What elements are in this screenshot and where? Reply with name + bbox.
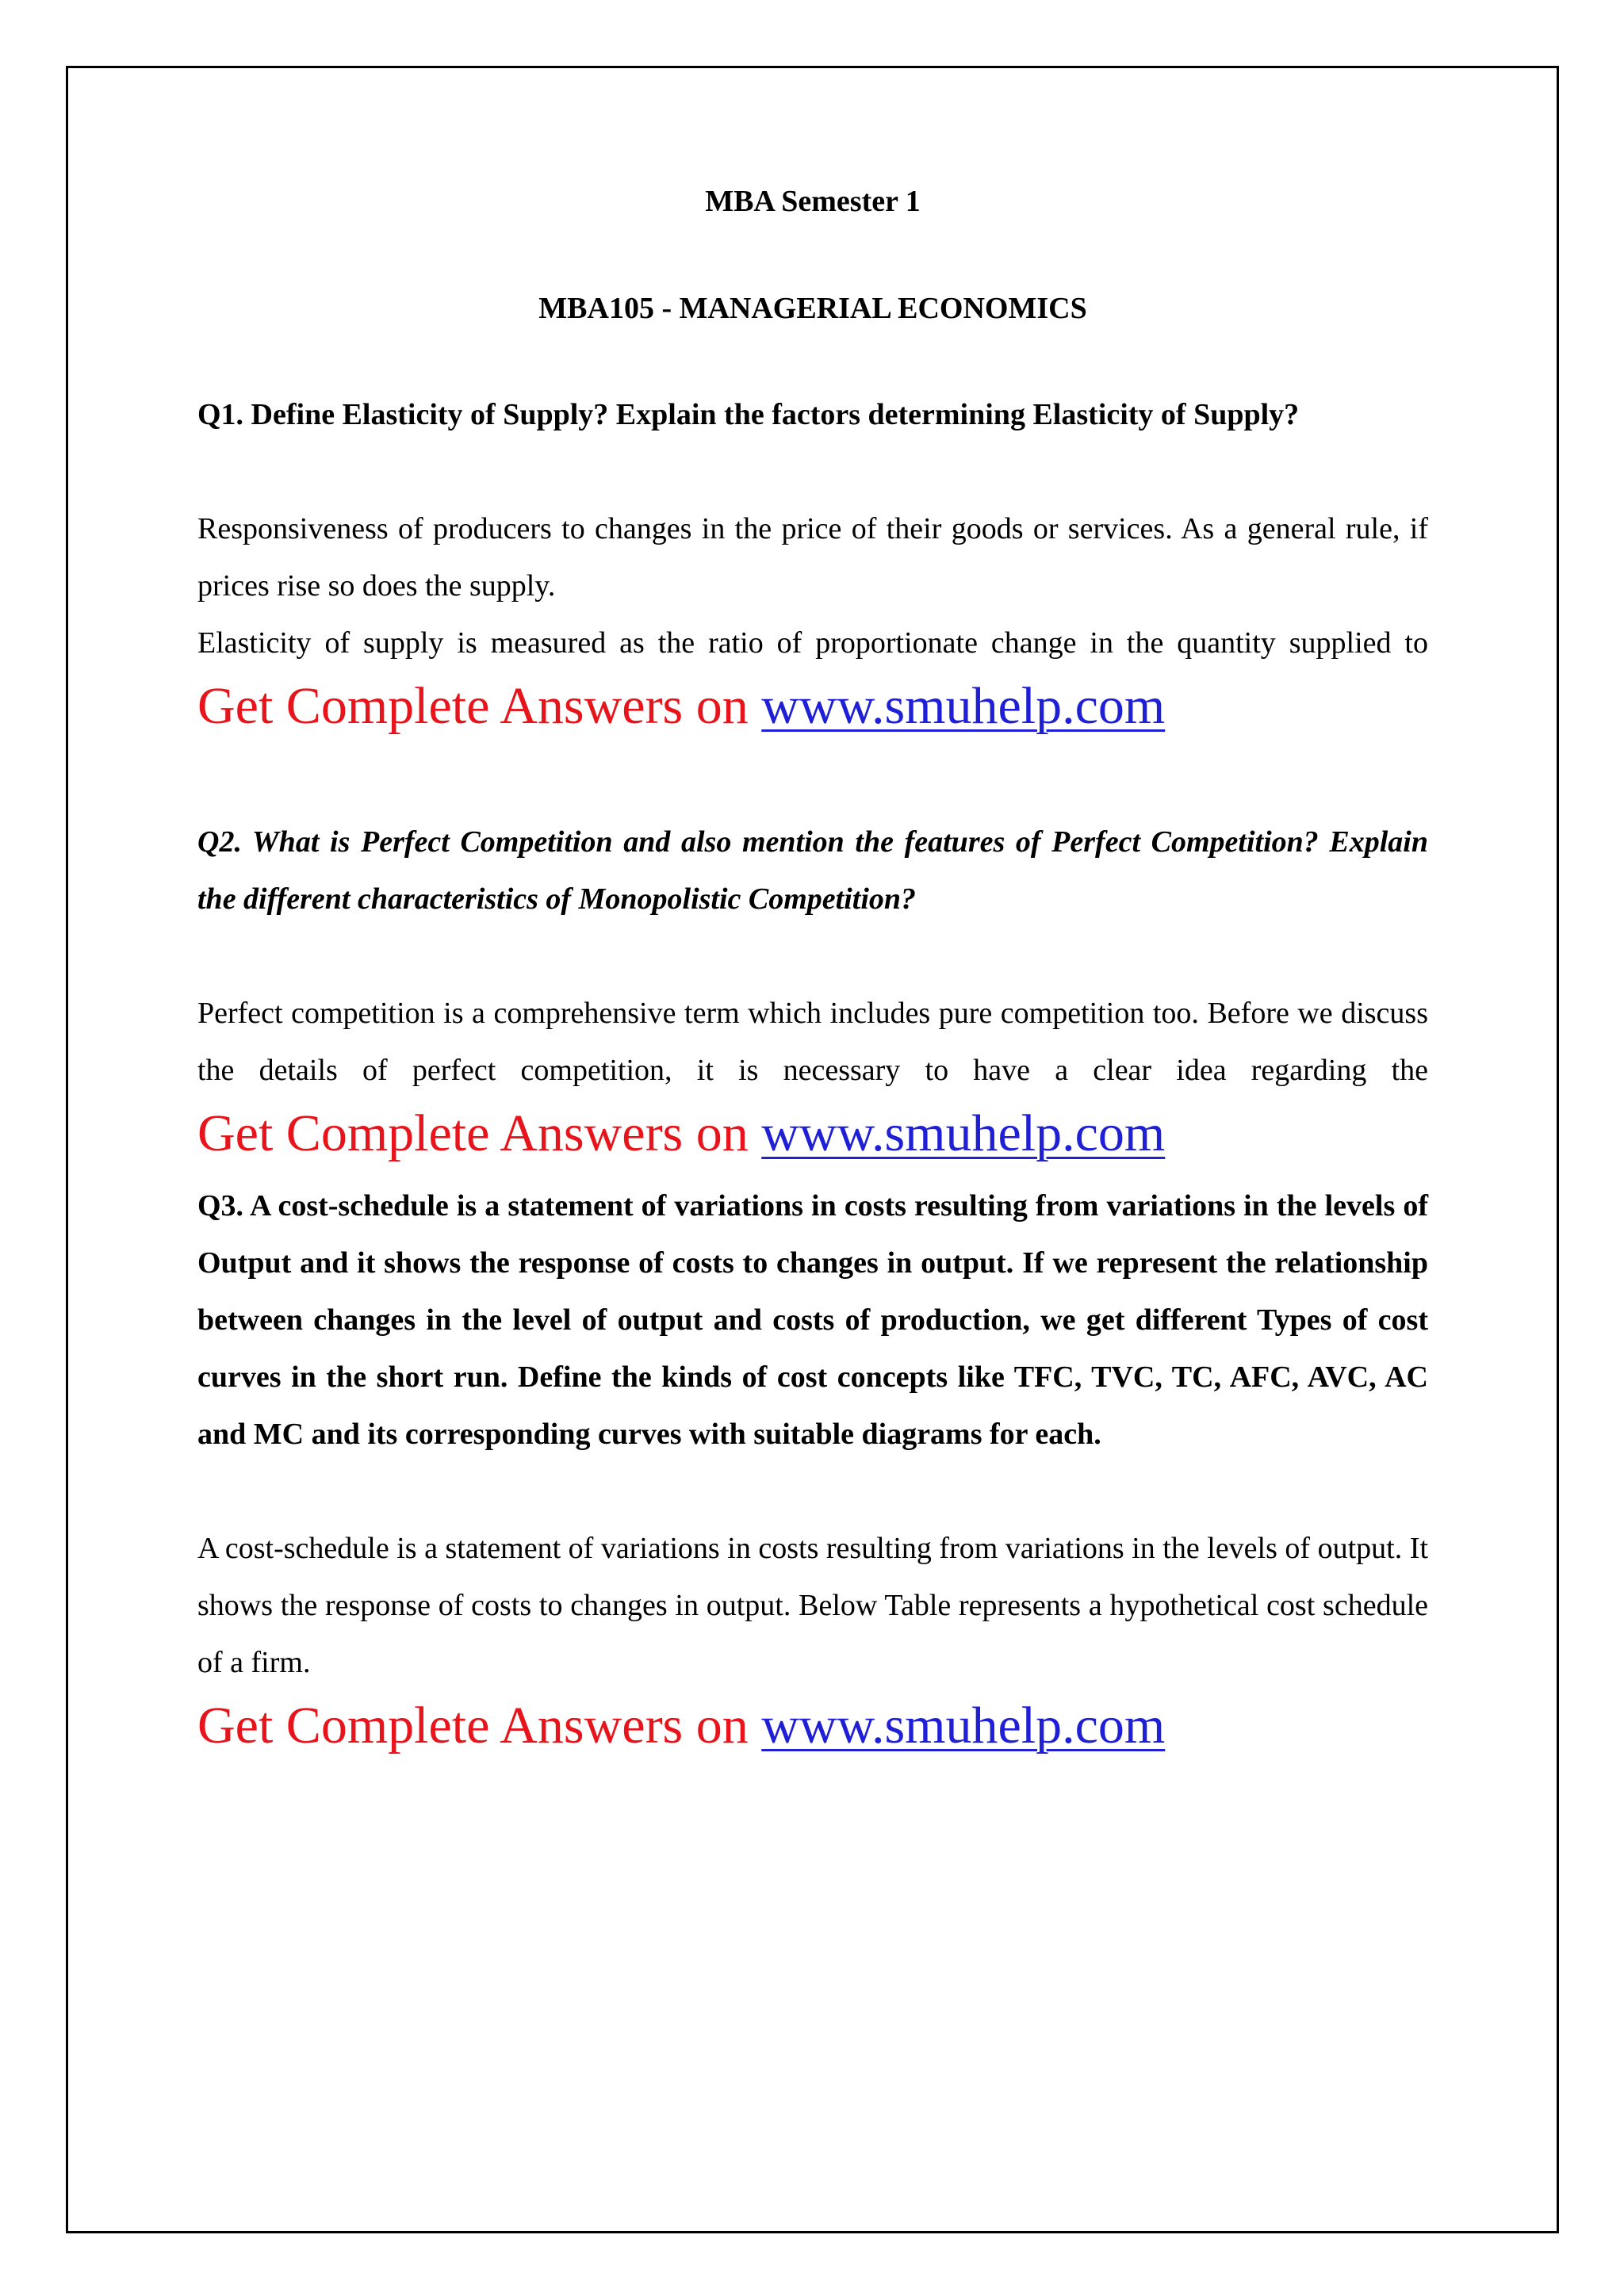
promo-link[interactable]: www.smuhelp.com — [761, 1697, 1166, 1755]
promo-text: Get Complete Answers on — [197, 676, 762, 735]
promo-banner-1 — [197, 675, 1428, 737]
q3-answer-paragraph: A cost-schedule is a statement of variations in costs resulting from variations in the levels of output. It shows the response of costs to changes in output. Below Table represents a hypothetical cost schedule of a firm. — [197, 1532, 1428, 1680]
semester-title: MBA Semester 1 — [705, 185, 921, 218]
promo-link[interactable]: www.smuhelp.com — [761, 1104, 1166, 1162]
q1-question: Q1. Define Elasticity of Supply? Explain the factors determining Elasticity of Supply? — [197, 397, 1300, 431]
q1-answer-paragraph-1: Responsiveness of producers to changes in the price of their goods or services. As a general rule, if prices rise so does the supply. — [197, 511, 1428, 603]
q3-question: Q3. A cost-schedule is a statement of variations in costs resulting from variations in the levels of Output and it shows the response of costs to changes in output. If we represent the relationship between changes in the level of output and costs of production, we get different Types of cost curves in the short run. Define the kinds of cost concepts like TFC, TVC, TC, AFC, AVC, AC and MC and its corresponding curves with suitable diagrams for each. — [197, 1189, 1428, 1452]
promo-text: Get Complete Answers on — [197, 1104, 762, 1162]
document-content — [197, 182, 1428, 1757]
q1-answer-paragraph-2: Elasticity of supply is measured as the ratio of proportionate change in the quantity supplied to — [197, 626, 1428, 660]
course-title: MBA105 - MANAGERIAL ECONOMICS — [538, 292, 1087, 326]
promo-link[interactable]: www.smuhelp.com — [761, 676, 1166, 735]
q2-question: Q2. What is Perfect Competition and also mention the features of Perfect Competition? Explain the different characteristics of Monopolistic Competition? — [197, 825, 1428, 916]
q2-answer-paragraph: Perfect competition is a comprehensive term which includes pure competition too. Before we discuss the details of perfect competition, it is necessary to have a clear idea regarding the — [197, 996, 1428, 1087]
promo-text: Get Complete Answers on — [197, 1697, 762, 1755]
promo-banner-3 — [197, 1694, 1428, 1757]
promo-banner-2 — [197, 1102, 1428, 1165]
